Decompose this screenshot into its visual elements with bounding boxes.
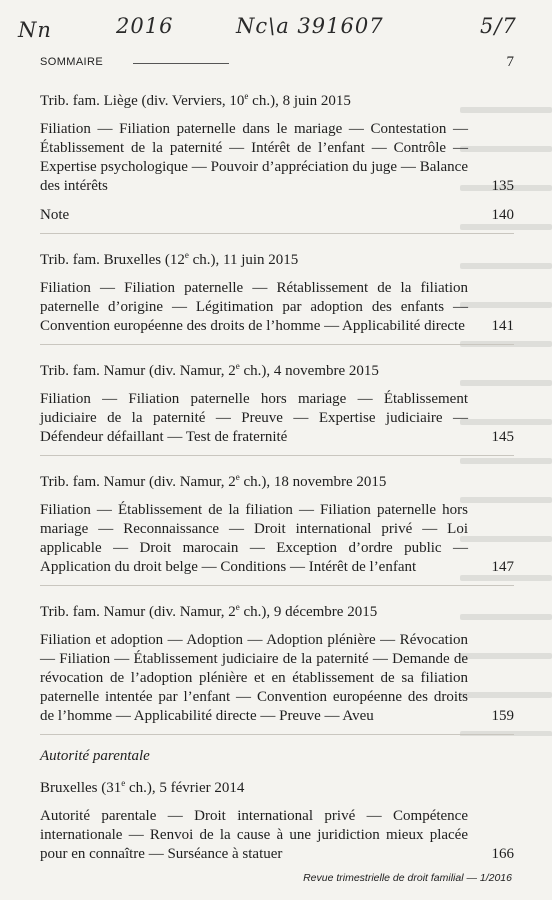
court-heading: Trib. fam. Bruxelles (12e ch.), 11 juin 2015 (40, 250, 299, 268)
divider (40, 344, 514, 345)
toc-entry: Filiation — Filiation paternelle — Rétablissement de la filiation paternelle d’origine — Légitimation par adoption des enfants — Convention européenne des droits de l’homme — Applicabilité directe 141 (40, 280, 514, 334)
section-heading: SOMMAIRE (40, 56, 104, 68)
toc-entry: Filiation — Filiation paternelle dans le mariage — Contestation — Établissement de la paternité — Intérêt de l’enfant — Contrôle — Expertise psychologique — Pouvoir d’appréciation du juge — Balance des intérêts 135 (40, 121, 514, 194)
toc-page-ref: 147 (491, 559, 514, 575)
page-header (40, 56, 514, 72)
divider (40, 233, 514, 234)
toc-page-ref: 140 (491, 207, 514, 223)
journal-footer: Revue trimestrielle de droit familial — 1/2016 (303, 872, 512, 884)
toc-page-ref: 159 (491, 708, 514, 724)
handwritten-year: 2016 (116, 14, 174, 38)
page-number: 7 (506, 54, 514, 70)
toc-page-ref: 166 (491, 846, 514, 862)
court-heading: Trib. fam. Namur (div. Namur, 2e ch.), 9 décembre 2015 (40, 602, 378, 620)
toc-block (40, 468, 514, 577)
toc-entry: Note 140 (40, 207, 514, 223)
toc-entry: Autorité parentale — Droit international privé — Compétence internationale — Renvoi de la cause à une juridiction mieux placée pour en connaître — Surséance à statuer 166 (40, 808, 514, 862)
toc-block (40, 357, 514, 447)
toc-page-ref: 141 (491, 318, 514, 334)
divider (40, 585, 514, 586)
section-title: Autorité parentale (40, 748, 150, 764)
court-heading: Trib. fam. Liège (div. Verviers, 10e ch.), 8 juin 2015 (40, 91, 351, 109)
handwritten-folio: 5/7 (480, 14, 517, 38)
handwritten-mark-left: Nn (18, 18, 52, 42)
divider (40, 455, 514, 456)
toc-page-ref: 135 (491, 178, 514, 194)
court-heading: Trib. fam. Namur (div. Namur, 2e ch.), 4 novembre 2015 (40, 361, 379, 379)
handwritten-reference: Nc\a 391607 (236, 14, 384, 38)
toc-block (40, 87, 514, 225)
toc-entry: Filiation et adoption — Adoption — Adoption plénière — Révocation — Filiation — Établissement judiciaire de la paternité — Demande de révocation de l’adoption plénière et en établissement de sa filiation paternelle intentée par l’enfant — Convention européenne des droits de l’homme — Applicabilité directe — Preuve — Aveu 159 (40, 632, 514, 724)
court-heading: Bruxelles (31e ch.), 5 février 2014 (40, 778, 245, 796)
table-of-contents (40, 87, 514, 864)
toc-block (40, 774, 514, 864)
toc-entry: Filiation — Filiation paternelle hors mariage — Établissement judiciaire de la paternité — Preuve — Expertise judiciaire — Défendeur défaillant — Test de fraternité 145 (40, 391, 514, 445)
toc-block (40, 246, 514, 336)
toc-page-ref: 145 (491, 429, 514, 445)
divider (40, 734, 514, 735)
header-rule (133, 63, 229, 64)
court-heading: Trib. fam. Namur (div. Namur, 2e ch.), 18 novembre 2015 (40, 472, 387, 490)
handwritten-annotations (0, 8, 552, 52)
toc-block (40, 598, 514, 726)
toc-entry: Filiation — Établissement de la filiation — Filiation paternelle hors mariage — Reconnaissance — Droit international privé — Loi applicable — Droit marocain — Exception d’ordre public — Application du droit belge — Conditions — Intérêt de l’enfant 147 (40, 502, 514, 575)
